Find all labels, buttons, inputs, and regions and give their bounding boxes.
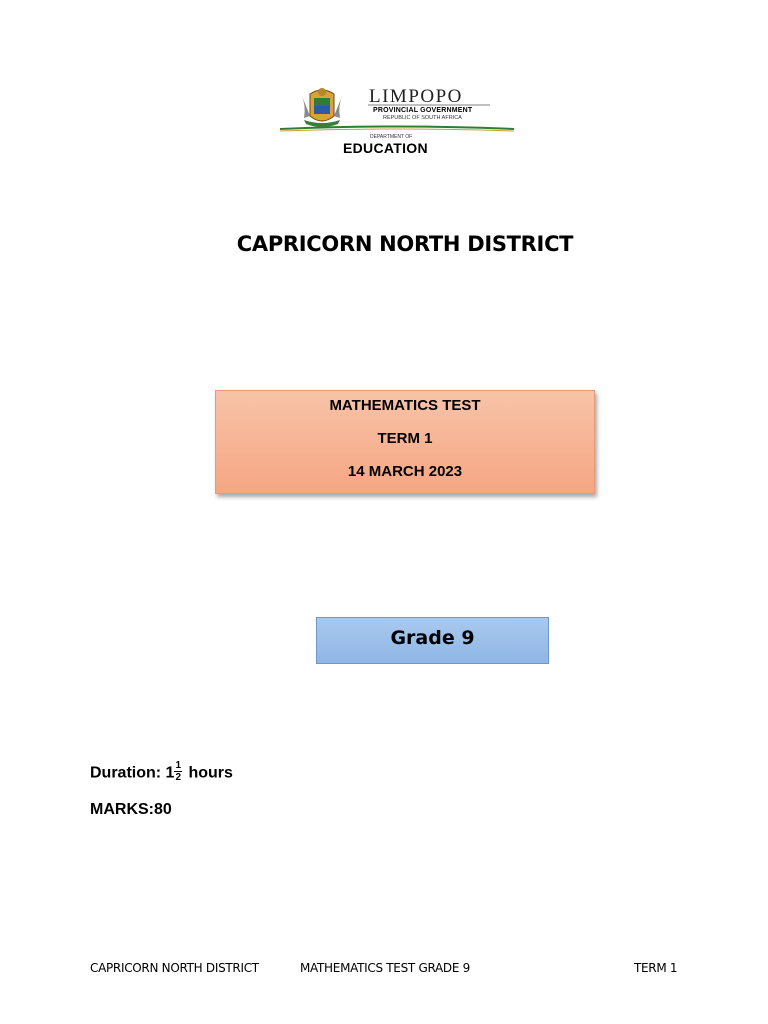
department-name: EDUCATION bbox=[343, 140, 428, 156]
test-subject: MATHEMATICS TEST bbox=[329, 397, 481, 414]
fraction-numerator: 1 bbox=[175, 760, 182, 771]
province-name: LIMPOPO bbox=[369, 86, 463, 107]
footer-right: TERM 1 bbox=[634, 961, 678, 975]
test-info-box bbox=[215, 390, 595, 494]
footer-left: CAPRICORN NORTH DISTRICT bbox=[90, 961, 259, 975]
grade-label: Grade 9 bbox=[390, 627, 475, 649]
test-date: 14 MARCH 2023 bbox=[347, 463, 463, 480]
marks-label: MARKS:80 bbox=[90, 801, 172, 818]
duration-label: Duration: 1 bbox=[90, 764, 175, 782]
grade-box bbox=[316, 617, 549, 664]
fraction-denominator: 2 bbox=[175, 772, 182, 783]
duration-unit: hours bbox=[188, 764, 233, 782]
duration-line bbox=[90, 762, 233, 785]
department-of-label: DEPARTMENT OF bbox=[370, 134, 413, 140]
district-title: CAPRICORN NORTH DISTRICT bbox=[236, 232, 574, 256]
government-label: PROVINCIAL GOVERNMENT bbox=[373, 107, 473, 114]
country-label: REPUBLIC OF SOUTH AFRICA bbox=[383, 115, 462, 121]
footer-center: MATHEMATICS TEST GRADE 9 bbox=[300, 961, 470, 975]
test-term: TERM 1 bbox=[377, 430, 433, 447]
duration-fraction bbox=[174, 760, 182, 783]
